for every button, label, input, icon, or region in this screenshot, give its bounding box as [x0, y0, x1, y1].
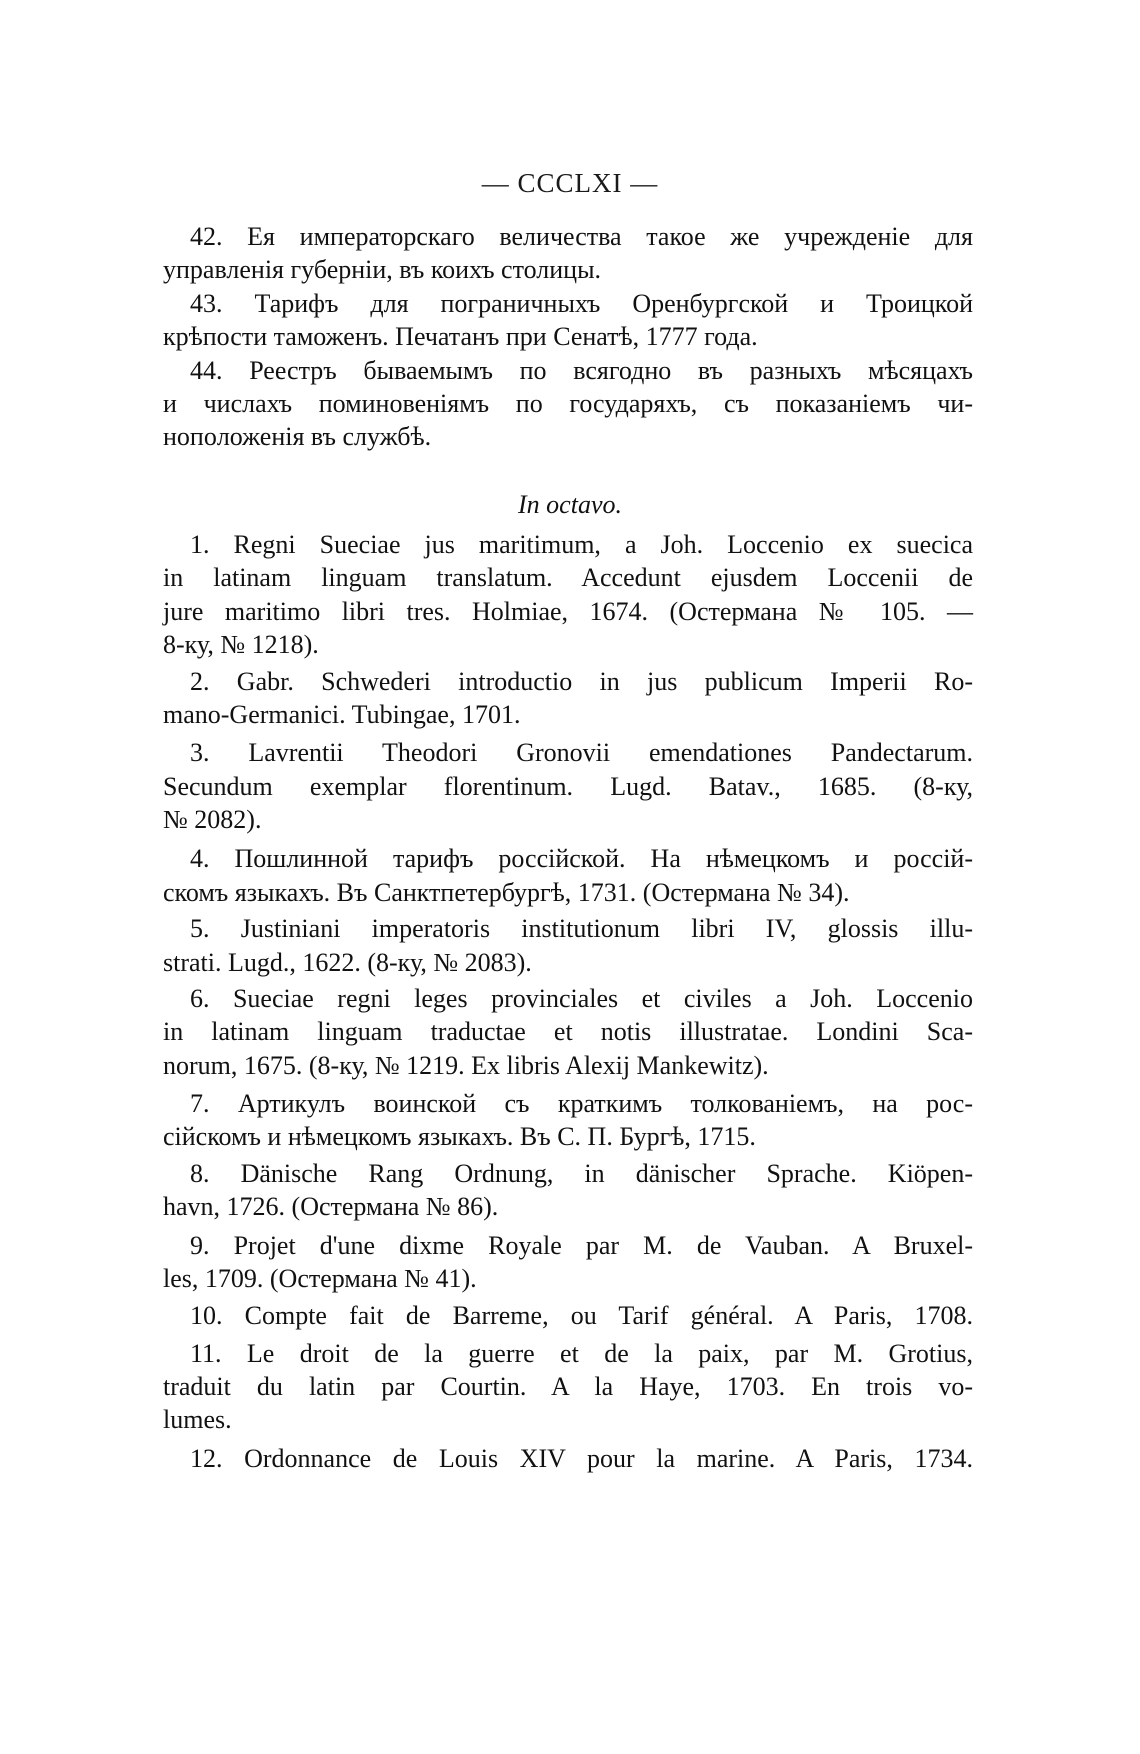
page-number-header: — CCCLXI — [481, 168, 659, 198]
entry-line: in latinam linguam translatum. Accedunt ejusdem Loccenii de [163, 563, 973, 592]
entry-line: traduit du latin par Courtin. A la Haye, 1703. En trois vo- [163, 1372, 973, 1401]
entry-line: 3. Lavrentii Theodori Gronovii emendationes Pandectarum. [190, 738, 973, 767]
entry-line: 8. Dänische Rang Ordnung, in dänischer Sprache. Kiöpen- [190, 1159, 973, 1188]
entry-line: jure maritimo libri tres. Holmiae, 1674. (Остермана № 105. — [163, 597, 973, 626]
entry-line: havn, 1726. (Остермана № 86). [163, 1192, 499, 1221]
entry-line: 6. Sueciae regni leges provinciales et civiles a Joh. Loccenio [190, 984, 973, 1013]
entry-line: крѣпости таможенъ. Печатанъ при Сенатѣ, 1777 года. [163, 322, 758, 351]
entry-line: 44. Реестръ бываемымъ по всягодно въ разныхъ мѣсяцахъ [190, 356, 973, 385]
entry-line: lumes. [163, 1405, 232, 1434]
entry-line: 8-ку, № 1218). [163, 630, 319, 659]
entry-line: 7. Артикулъ воинской съ краткимъ толкованіемъ, на рос- [190, 1089, 973, 1118]
entry-line: mano-Germanici. Tubingae, 1701. [163, 700, 521, 729]
entry-line: strati. Lugd., 1622. (8-ку, № 2083). [163, 948, 532, 977]
entry-line: 12. Ordonnance de Louis XIV pour la marine. A Paris, 1734. [190, 1444, 973, 1473]
entry-line: 2. Gabr. Schwederi introductio in jus publicum Imperii Ro- [190, 667, 973, 696]
entry-line: нопoложенія въ службѣ. [163, 422, 432, 451]
entry-line: 10. Compte fait de Barreme, ou Tarif général. A Paris, 1708. [190, 1301, 973, 1330]
section-heading: In octavo. [518, 490, 622, 519]
entry-line: Secundum exemplar florentinum. Lugd. Batav., 1685. (8-ку, [163, 772, 973, 801]
entry-line: и числахъ поминовеніямъ по государяхъ, съ показаніемъ чи- [163, 389, 973, 418]
entry-line: 5. Justiniani imperatoris institutionum libri IV, glossis illu- [190, 914, 973, 943]
entry-line: управленія губерніи, въ коихъ столицы. [163, 255, 602, 284]
entry-line: 1. Regni Sueciae jus maritimum, a Joh. Loccenio ex suecica [190, 530, 973, 559]
entry-line: les, 1709. (Остермана № 41). [163, 1264, 477, 1293]
entry-line: 4. Пошлинной тарифъ россійской. На нѣмецкомъ и россій- [190, 844, 973, 873]
entry-line: 42. Ея императорскаго величества такое же учрежденіе для [190, 222, 973, 251]
entry-line: in latinam linguam traductae et notis illustratae. Londini Sca- [163, 1017, 973, 1046]
entry-line: 43. Тарифъ для пограничныхъ Оренбургской и Троицкой [190, 289, 973, 318]
entry-line: сійскомъ и нѣмецкомъ языкахъ. Въ С. П. Бургѣ, 1715. [163, 1122, 756, 1151]
entry-line: norum, 1675. (8-ку, № 1219. Ex libris Alexij Mankewitz). [163, 1051, 769, 1080]
entry-line: 11. Le droit de la guerre et de la paix, par M. Grotius, [190, 1339, 973, 1368]
entry-line: 9. Projet d'une dixme Royale par M. de Vauban. A Bruxel- [190, 1231, 973, 1260]
entry-line: скомъ языкахъ. Въ Санктпетербургѣ, 1731. (Остермана № 34). [163, 878, 850, 907]
entry-line: № 2082). [163, 805, 262, 834]
